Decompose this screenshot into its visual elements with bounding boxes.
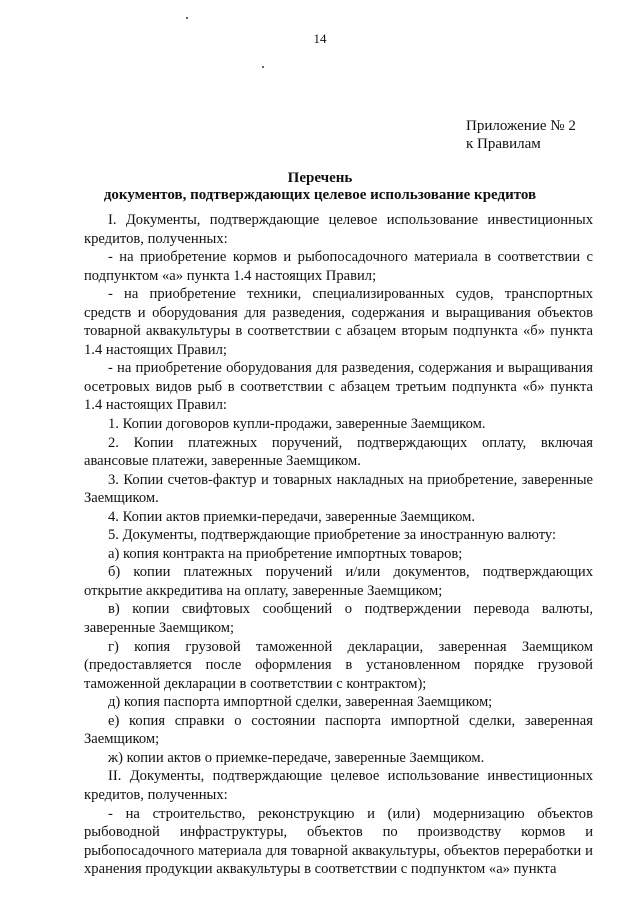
list-item: д) копия паспорта импортной сделки, заверенная Заемщиком; xyxy=(108,694,493,711)
list-item: 5. Документы, подтверждающие приобретение за иностранную валюту: xyxy=(108,527,557,544)
document-body xyxy=(84,211,593,879)
section-heading: I. Документы, подтверждающие целевое использование инвестиционных кредитов, полученных: xyxy=(84,212,593,247)
document-subtitle: документов, подтверждающих целевое использование кредитов xyxy=(103,187,537,203)
section-heading: II. Документы, подтверждающие целевое использование инвестиционных кредитов, полученных: xyxy=(84,768,593,803)
list-item: - на приобретение техники, специализированных судов, транспортных средств и оборудования для разведения, содержания и выращивания объектов товарной аквакультуры в соответствии с абзацем вторым подпункта «б» пункта 1.4 настоящих Правил; xyxy=(84,286,593,358)
list-item: - на строительство, реконструкцию и (или) модернизацию объектов рыбоводной инфраструктуры, объектов по производству кормов и рыбопосадочного материала для товарной аквакультуры, объектов переработки и хранения продукции аквакультуры в соответствии с подпунктом «а» пункта xyxy=(84,805,593,878)
appendix-number: Приложение № 2 xyxy=(466,118,576,134)
list-item: е) копия справки о состоянии паспорта импортной сделки, заверенная Заемщиком; xyxy=(84,712,593,748)
list-item: 4. Копии актов приемки-передачи, заверенные Заемщиком. xyxy=(108,508,476,525)
list-item: в) копии свифтовых сообщений о подтверждении перевода валюты, заверенные Заемщиком; xyxy=(84,601,593,637)
list-item: - на приобретение кормов и рыбопосадочного материала в соответствии с подпунктом «а» пункта 1.4 настоящих Правил; xyxy=(84,249,593,284)
appendix-reference xyxy=(466,117,576,153)
list-item: 2. Копии платежных поручений, подтверждающих оплату, включая авансовые платежи, заверенные Заемщиком. xyxy=(84,434,593,470)
page-number: 14 xyxy=(313,31,327,46)
list-item: - на приобретение оборудования для разведения, содержания и выращивания осетровых видов рыб в соответствии с абзацем третьим подпункта «б» пункта 1.4 настоящих Правил: xyxy=(84,360,593,414)
scan-speck xyxy=(262,66,264,68)
list-item: ж) копии актов о приемке-передаче, заверенные Заемщиком. xyxy=(108,749,485,766)
list-item: а) копия контракта на приобретение импортных товаров; xyxy=(108,545,463,562)
list-item: г) копия грузовой таможенной декларации, заверенная Заемщиком (предоставляется после оформления в установленном порядке грузовой таможенной декларации в соответствии с контрактом); xyxy=(84,638,593,692)
appendix-rules: к Правилам xyxy=(466,136,541,152)
list-item: б) копии платежных поручений и/или документов, подтверждающих открытие аккредитива на оплату, заверенные Заемщиком; xyxy=(84,564,593,599)
list-item: 1. Копии договоров купли-продажи, заверенные Заемщиком. xyxy=(108,416,486,433)
document-title: Перечень xyxy=(287,170,353,186)
scan-speck xyxy=(186,17,188,19)
list-item: 3. Копии счетов-фактур и товарных накладных на приобретение, заверенные Заемщиком. xyxy=(84,471,593,507)
